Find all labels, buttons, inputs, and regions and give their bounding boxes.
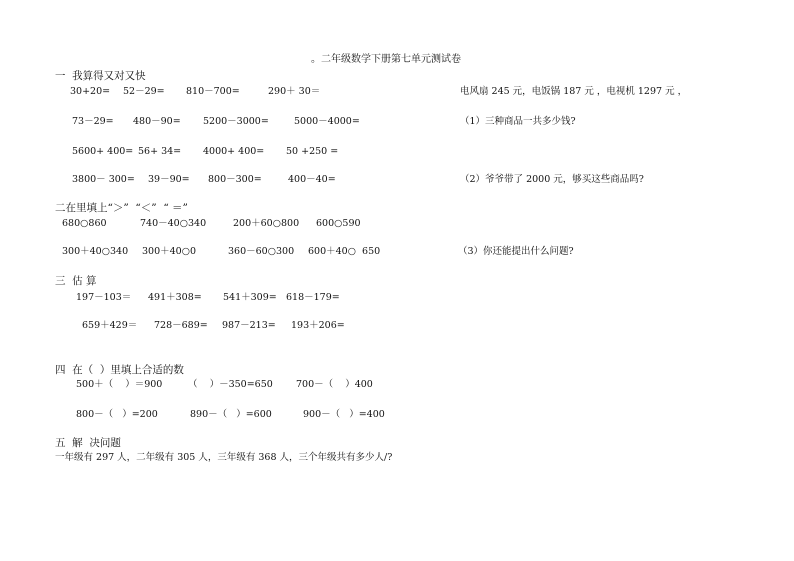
word-problem-intro: 电风扇 245 元，电饭锅 187 元 ，电视机 1297 元 ， [460,86,688,97]
s3-estimate: 618－179= [286,292,340,303]
word-problem-q1: （1）三种商品一共多少钱? [460,116,576,127]
s3-estimate: 541＋309= [223,292,277,303]
s1-problem: 3800－ 300= [72,174,135,185]
s1-problem: 30+20= [70,86,111,97]
s4-fill-blank: 700－（ ）400 [296,379,373,390]
s5-problem: 一年级有 297 人，二年级有 305 人，三年级有 368 人，三个年级共有多少人/? [55,452,393,463]
s1-problem: 4000+ 400= [203,146,265,157]
s2-compare: 360－60○300 [228,246,295,257]
s1-problem: 800－300= [208,174,262,185]
s2-compare: 300＋40○340 [62,246,129,257]
s2-compare: 600○590 [316,218,361,229]
section-2-heading: 二在里填上“＞” “＜” “ ＝” [55,202,188,214]
word-problem-q2: （2）爷爷带了 2000 元，够买这些商品吗? [460,174,644,185]
s2-compare: 300＋40○0 [142,246,197,257]
section-5-heading: 五 解 决问题 [55,437,121,449]
s4-fill-blank: 890－（ ）=600 [190,409,272,420]
s1-problem: 5600+ 400= [72,146,134,157]
s1-problem: 5200－3000= [203,116,269,127]
s1-problem: 480－90= [133,116,181,127]
s1-problem: 52－29= [123,86,165,97]
s4-fill-blank: 500＋（ ）＝900 [76,379,163,390]
s1-problem: 5000－4000= [294,116,360,127]
s3-estimate: 659＋429＝ [82,320,138,331]
s1-problem: 56+ 34= [138,146,182,157]
s1-problem: 50 +250 = [286,146,339,157]
word-problem-q3: （3）你还能提出什么问题? [458,246,574,257]
s4-fill-blank: 900－（ ）=400 [303,409,385,420]
s4-fill-blank: 800－（ ）=200 [76,409,158,420]
section-4-heading: 四 在（ ）里填上合适的数 [55,364,184,376]
page-title: 。二年级数学下册第七单元测试卷 [311,54,461,65]
s1-problem: 73－29= [72,116,114,127]
s1-problem: 810－700= [186,86,240,97]
s2-compare: 200＋60○800 [233,218,300,229]
s3-estimate: 197－103＝ [76,292,132,303]
s3-estimate: 491＋308= [148,292,202,303]
s1-problem: 39－90= [148,174,190,185]
s2-compare: 680○860 [62,218,107,229]
s3-estimate: 987－213= [222,320,276,331]
s1-problem: 400－40= [288,174,336,185]
s3-estimate: 193＋206= [291,320,345,331]
section-1-heading: 一 我算得又对又快 [55,70,146,82]
s4-fill-blank: （ ）－350=650 [188,379,273,390]
s1-problem: 290＋ 30＝ [268,86,321,97]
s2-compare: 740－40○340 [140,218,207,229]
s3-estimate: 728－689= [154,320,208,331]
section-3-heading: 三 估 算 [55,275,97,287]
s2-compare: 600＋40○ 650 [308,246,381,257]
